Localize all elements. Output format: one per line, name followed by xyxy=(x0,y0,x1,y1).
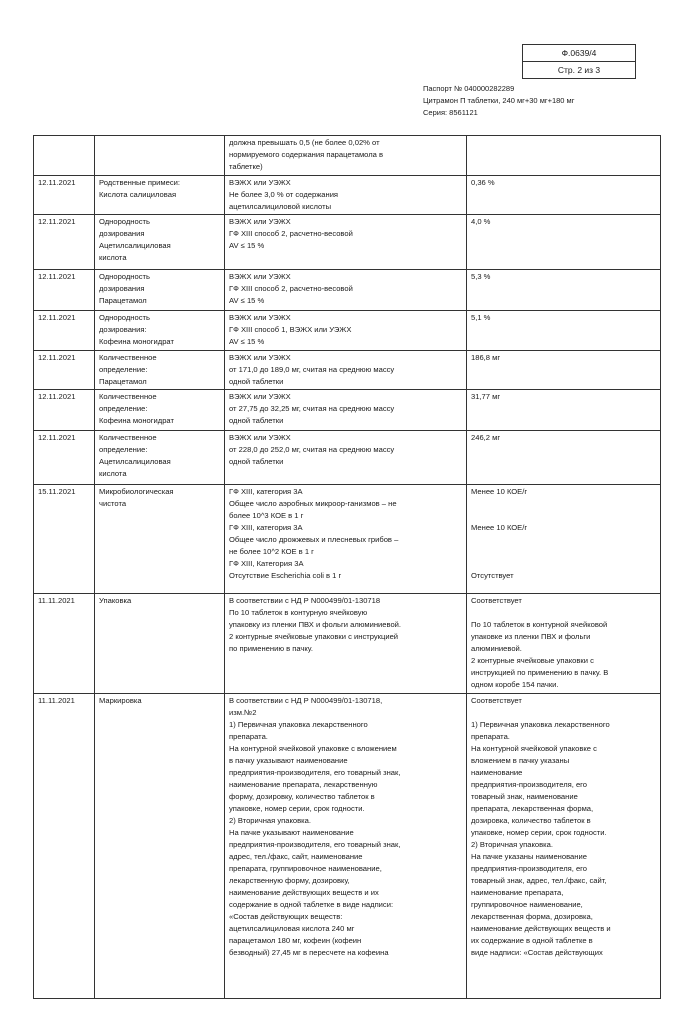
test-name: Маркировка xyxy=(95,694,225,999)
page-number: Стр. 2 из 3 xyxy=(523,61,635,78)
quality-control-table xyxy=(33,135,661,999)
test-date: 11.11.2021 xyxy=(34,694,95,999)
test-result: 5,1 % xyxy=(467,311,661,351)
test-specification: ВЭЖХ или УЭЖХ от 27,75 до 32,25 мг, считая на среднюю массу одной таблетки xyxy=(225,390,467,431)
test-name: Микробиологическая чистота xyxy=(95,485,225,594)
test-date: 12.11.2021 xyxy=(34,270,95,311)
test-result: Соответствует 1) Первичная упаковка лекарственного препарата. На контурной ячейковой упаковке с вложением в пачку указаны наименование предприятия-производителя, его товарный знак, наименование препарата, лекарственная форма, дозировка, количество таблеток в упаковке, номер серии, срок годности. 2) Вторичная упаковка. На пачке указаны наименование предприятия-производителя, его товарный знак, адрес, тел./факс, сайт, наименование препарата, группировочное наименование, лекарственная форма, дозировка, наименование действующих веществ и их содержание в одной таблетке в виде надписи: «Состав действующих xyxy=(467,694,661,999)
table-row xyxy=(34,136,661,176)
test-specification: ВЭЖХ или УЭЖХ ГФ XIII способ 2, расчетно-весовой AV ≤ 15 % xyxy=(225,270,467,311)
product-name: Цитрамон П таблетки, 240 мг+30 мг+180 мг xyxy=(423,96,575,105)
test-date: 15.11.2021 xyxy=(34,485,95,594)
test-name xyxy=(95,136,225,176)
test-specification: ВЭЖХ или УЭЖХ от 171,0 до 189,0 мг, считая на среднюю массу одной таблетки xyxy=(225,351,467,390)
form-code: Ф.0639/4 xyxy=(561,48,597,58)
table-row xyxy=(34,311,661,351)
test-date: 12.11.2021 xyxy=(34,351,95,390)
table-row xyxy=(34,270,661,311)
table-row xyxy=(34,176,661,215)
test-result: Менее 10 КОЕ/г Менее 10 КОЕ/г Отсутствует xyxy=(467,485,661,594)
test-name: Однородность дозирования: Кофеина моногидрат xyxy=(95,311,225,351)
test-specification: должна превышать 0,5 (не более 0,02% от нормируемого содержания парацетамола в таблетке) xyxy=(225,136,467,176)
test-specification: ВЭЖХ или УЭЖХ ГФ XIII способ 1, ВЭЖХ или УЭЖХ AV ≤ 15 % xyxy=(225,311,467,351)
test-date: 12.11.2021 xyxy=(34,215,95,270)
test-name: Однородность дозирования Парацетамол xyxy=(95,270,225,311)
test-specification: ВЭЖХ или УЭЖХ от 228,0 до 252,0 мг, считая на среднюю массу одной таблетки xyxy=(225,431,467,485)
test-result: 5,3 % xyxy=(467,270,661,311)
test-name: Упаковка xyxy=(95,594,225,694)
test-result: 0,36 % xyxy=(467,176,661,215)
test-date xyxy=(34,136,95,176)
table-row xyxy=(34,594,661,694)
test-name: Количественное определение: Парацетамол xyxy=(95,351,225,390)
table-row xyxy=(34,215,661,270)
passport-header xyxy=(423,83,574,119)
table-row xyxy=(34,431,661,485)
test-result: Соответствует По 10 таблеток в контурной ячейковой упаковке из пленки ПВХ и фольги алюминиевой. 2 контурные ячейковые упаковки с инструкцией по применению в пачку. В одном коробе 154 пачки. xyxy=(467,594,661,694)
test-specification: ВЭЖХ или УЭЖХ ГФ XIII способ 2, расчетно-весовой AV ≤ 15 % xyxy=(225,215,467,270)
table-row xyxy=(34,694,661,999)
test-date: 12.11.2021 xyxy=(34,390,95,431)
test-date: 12.11.2021 xyxy=(34,176,95,215)
form-code-box xyxy=(522,44,636,79)
passport-number: Паспорт № 040000282289 xyxy=(423,84,515,93)
test-specification: ВЭЖХ или УЭЖХ Не более 3,0 % от содержания ацетилсалициловой кислоты xyxy=(225,176,467,215)
table-row xyxy=(34,390,661,431)
test-specification: В соответствии с НД Р N000499/01-130718 По 10 таблеток в контурную ячейковую упаковку из пленки ПВХ и фольги алюминиевой. 2 контурные ячейковые упаковки с инструкцией по применению в пачку. xyxy=(225,594,467,694)
test-result: 186,8 мг xyxy=(467,351,661,390)
test-result xyxy=(467,136,661,176)
test-date: 11.11.2021 xyxy=(34,594,95,694)
test-name: Родственные примеси: Кислота салициловая xyxy=(95,176,225,215)
table-row xyxy=(34,351,661,390)
test-name: Количественное определение: Кофеина моногидрат xyxy=(95,390,225,431)
test-specification: В соответствии с НД Р N000499/01-130718, изм.№2 1) Первичная упаковка лекарственного препарата. На контурной ячейковой упаковке с вложением в пачку указывают наименование предприятия-производителя, его товарный знак, наименование препарата, лекарственную форму, дозировку, количество таблеток в упаковке, номер серии, срок годности. 2) Вторичная упаковка. На пачке указывают наименование предприятия-производителя, его товарный знак, адрес, тел./факс, сайт, наименование препарата, группировочное наименование, лекарственную форму, дозировку, наименование действующих веществ и их содержание в одной таблетке в виде надписи: «Состав действующих веществ: ацетилсалициловая кислота 240 мг парацетамол 180 мг, кофеин (кофеин безводный) 27,45 мг в пересчете на кофеина xyxy=(225,694,467,999)
test-result: 246,2 мг xyxy=(467,431,661,485)
test-specification: ГФ XIII, категория 3А Общее число аэробных микроор-ганизмов – не более 10^3 КОЕ в 1 г ГФ XIII, категория 3А Общее число дрожжевых и плесневых грибов – не более 10^2 КОЕ в 1 г ГФ XIII, Категория 3А Отсутствие Escherichia coli в 1 г xyxy=(225,485,467,594)
test-result: 31,77 мг xyxy=(467,390,661,431)
test-date: 12.11.2021 xyxy=(34,311,95,351)
table-row xyxy=(34,485,661,594)
series-number: Серия: 8561121 xyxy=(423,108,478,117)
test-name: Однородность дозирования Ацетилсалициловая кислота xyxy=(95,215,225,270)
test-name: Количественное определение: Ацетилсалициловая кислота xyxy=(95,431,225,485)
test-date: 12.11.2021 xyxy=(34,431,95,485)
test-result: 4,0 % xyxy=(467,215,661,270)
